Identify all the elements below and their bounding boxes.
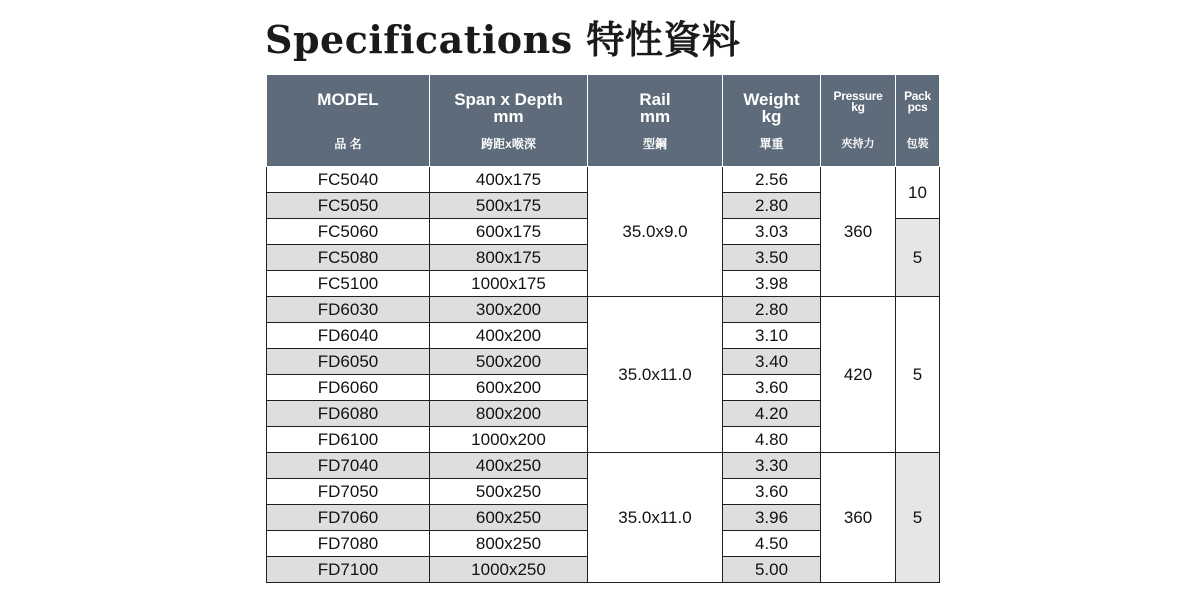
span-depth-cell: 400x175 bbox=[430, 167, 588, 193]
header-pressure-zh: 夾持力 bbox=[841, 138, 875, 150]
model-cell: FD6100 bbox=[267, 427, 430, 453]
span-depth-cell: 1000x175 bbox=[430, 271, 588, 297]
pack-cell: 5 bbox=[896, 297, 940, 453]
model-cell: FD6040 bbox=[267, 323, 430, 349]
model-cell: FD6080 bbox=[267, 401, 430, 427]
pack-cell: 10 bbox=[896, 167, 940, 219]
model-cell: FD7050 bbox=[267, 479, 430, 505]
weight-cell: 3.40 bbox=[723, 349, 821, 375]
rail-cell: 35.0x11.0 bbox=[588, 453, 723, 583]
pack-cell: 5 bbox=[896, 219, 940, 297]
span-depth-cell: 600x250 bbox=[430, 505, 588, 531]
span-depth-cell: 500x200 bbox=[430, 349, 588, 375]
table-header-row bbox=[267, 75, 940, 167]
weight-cell: 5.00 bbox=[723, 557, 821, 583]
header-pack-en: Pack pcs bbox=[904, 89, 931, 114]
model-cell: FC5040 bbox=[267, 167, 430, 193]
model-cell: FD7100 bbox=[267, 557, 430, 583]
span-depth-cell: 500x175 bbox=[430, 193, 588, 219]
header-pressure bbox=[821, 75, 896, 167]
header-model-en: MODEL bbox=[317, 90, 379, 109]
weight-cell: 3.10 bbox=[723, 323, 821, 349]
weight-cell: 3.96 bbox=[723, 505, 821, 531]
pressure-cell: 360 bbox=[821, 167, 896, 297]
model-cell: FD7040 bbox=[267, 453, 430, 479]
weight-cell: 2.80 bbox=[723, 193, 821, 219]
weight-cell: 3.60 bbox=[723, 479, 821, 505]
weight-cell: 3.03 bbox=[723, 219, 821, 245]
weight-cell: 3.50 bbox=[723, 245, 821, 271]
span-depth-cell: 300x200 bbox=[430, 297, 588, 323]
model-cell: FD6050 bbox=[267, 349, 430, 375]
page-title: Specifications 特性資料 bbox=[265, 17, 741, 62]
rail-cell: 35.0x11.0 bbox=[588, 297, 723, 453]
weight-cell: 3.98 bbox=[723, 271, 821, 297]
span-depth-cell: 1000x200 bbox=[430, 427, 588, 453]
weight-cell: 2.80 bbox=[723, 297, 821, 323]
header-pack bbox=[896, 75, 940, 167]
model-cell: FC5080 bbox=[267, 245, 430, 271]
model-cell: FD7060 bbox=[267, 505, 430, 531]
header-weight-en: Weight kg bbox=[743, 90, 800, 126]
header-span-depth-zh: 跨距x喉深 bbox=[481, 137, 536, 151]
header-rail bbox=[588, 75, 723, 167]
header-weight-zh: 單重 bbox=[759, 137, 784, 151]
span-depth-cell: 1000x250 bbox=[430, 557, 588, 583]
header-model-zh: 品 名 bbox=[334, 137, 362, 151]
header-rail-zh: 型鋼 bbox=[642, 137, 667, 151]
model-cell: FC5050 bbox=[267, 193, 430, 219]
span-depth-cell: 600x175 bbox=[430, 219, 588, 245]
model-cell: FD6030 bbox=[267, 297, 430, 323]
table-row bbox=[267, 167, 940, 193]
header-pressure-en: Pressure kg bbox=[833, 89, 883, 114]
pack-cell: 5 bbox=[896, 453, 940, 583]
span-depth-cell: 600x200 bbox=[430, 375, 588, 401]
weight-cell: 2.56 bbox=[723, 167, 821, 193]
span-depth-cell: 800x250 bbox=[430, 531, 588, 557]
weight-cell: 4.20 bbox=[723, 401, 821, 427]
table-row bbox=[267, 297, 940, 323]
span-depth-cell: 500x250 bbox=[430, 479, 588, 505]
span-depth-cell: 400x250 bbox=[430, 453, 588, 479]
model-cell: FC5060 bbox=[267, 219, 430, 245]
weight-cell: 4.80 bbox=[723, 427, 821, 453]
span-depth-cell: 400x200 bbox=[430, 323, 588, 349]
header-model bbox=[267, 75, 430, 167]
model-cell: FD6060 bbox=[267, 375, 430, 401]
model-cell: FC5100 bbox=[267, 271, 430, 297]
specifications-table bbox=[266, 74, 940, 583]
weight-cell: 4.50 bbox=[723, 531, 821, 557]
rail-cell: 35.0x9.0 bbox=[588, 167, 723, 297]
weight-cell: 3.60 bbox=[723, 375, 821, 401]
header-weight bbox=[723, 75, 821, 167]
header-rail-en: Rail mm bbox=[639, 90, 671, 126]
span-depth-cell: 800x200 bbox=[430, 401, 588, 427]
header-span-depth-en: Span x Depth mm bbox=[454, 90, 563, 126]
table-body bbox=[267, 167, 940, 583]
weight-cell: 3.30 bbox=[723, 453, 821, 479]
header-pack-zh: 包裝 bbox=[906, 138, 929, 150]
model-cell: FD7080 bbox=[267, 531, 430, 557]
table-row bbox=[267, 453, 940, 479]
pressure-cell: 420 bbox=[821, 297, 896, 453]
pressure-cell: 360 bbox=[821, 453, 896, 583]
span-depth-cell: 800x175 bbox=[430, 245, 588, 271]
header-span-depth bbox=[430, 75, 588, 167]
